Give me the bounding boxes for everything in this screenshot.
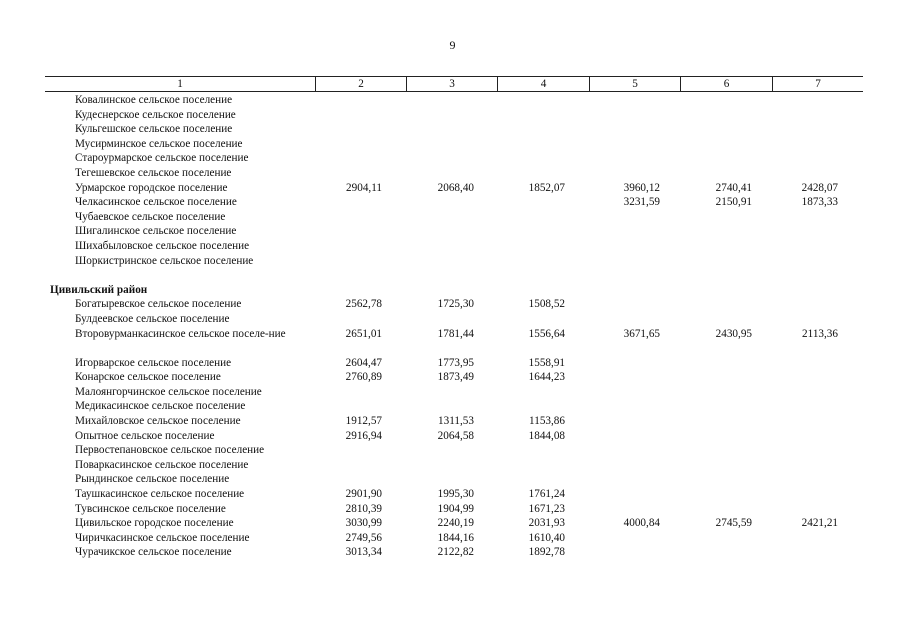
settlement-name: Медикасинское сельское поселение bbox=[75, 400, 246, 413]
table-header bbox=[45, 76, 863, 92]
settlement-name: Таушкасинское сельское поселение bbox=[75, 488, 245, 501]
value-col-5: 3960,12 bbox=[623, 181, 660, 194]
table-row bbox=[0, 93, 905, 108]
value-col-2: 3013,34 bbox=[345, 546, 382, 559]
value-col-2: 1912,57 bbox=[345, 415, 382, 428]
value-col-2: 2916,94 bbox=[345, 429, 382, 442]
settlement-name: Конарское сельское поселение bbox=[75, 371, 221, 384]
table-row bbox=[0, 122, 905, 137]
value-col-7: 1873,33 bbox=[801, 196, 838, 209]
settlement-name: Булдеевское сельское поселение bbox=[75, 312, 230, 325]
value-col-2: 2901,90 bbox=[345, 488, 382, 501]
settlement-name: Поваркасинское сельское поселение bbox=[75, 458, 249, 471]
settlement-name: Кудеснерское сельское поселение bbox=[75, 108, 236, 121]
district-heading-row bbox=[0, 283, 905, 298]
column-header-5: 5 bbox=[589, 77, 680, 91]
value-col-3: 1873,49 bbox=[437, 371, 474, 384]
settlement-name: Ковалинское сельское поселение bbox=[75, 94, 233, 106]
value-col-3: 2122,82 bbox=[437, 546, 474, 559]
table-row bbox=[0, 472, 905, 487]
column-header-2: 2 bbox=[315, 77, 406, 91]
value-col-4: 1671,23 bbox=[528, 502, 565, 515]
settlement-name: Тегешевское сельское поселение bbox=[75, 166, 232, 179]
table-row bbox=[0, 356, 905, 371]
value-col-2: 2562,78 bbox=[345, 298, 382, 311]
settlement-name: Староурмарское сельское поселение bbox=[75, 152, 249, 165]
table-row bbox=[0, 312, 905, 327]
table-row bbox=[0, 210, 905, 225]
value-col-4: 1644,23 bbox=[528, 371, 565, 384]
value-col-3: 1311,53 bbox=[438, 415, 474, 428]
value-col-4: 1852,07 bbox=[528, 181, 565, 194]
table-row bbox=[0, 239, 905, 254]
table-row bbox=[0, 487, 905, 502]
value-col-4: 1892,78 bbox=[528, 546, 565, 559]
table-row bbox=[0, 327, 905, 356]
value-col-3: 1844,16 bbox=[437, 531, 474, 544]
table-row bbox=[0, 516, 905, 531]
value-col-2: 2760,89 bbox=[345, 371, 382, 384]
settlement-name: Богатыревское сельское поселение bbox=[75, 298, 242, 311]
value-col-5: 4000,84 bbox=[623, 517, 660, 530]
settlement-name: Тувсинское сельское поселение bbox=[75, 502, 226, 515]
settlement-name: Цивильское городское поселение bbox=[75, 517, 234, 530]
settlement-name: Урмарское городское поселение bbox=[75, 181, 228, 194]
value-col-4: 1761,24 bbox=[528, 488, 565, 501]
value-col-3: 1995,30 bbox=[437, 488, 474, 501]
column-header-1: 1 bbox=[177, 78, 183, 90]
table-row bbox=[0, 399, 905, 414]
district-heading: Цивильский район bbox=[50, 283, 148, 296]
value-col-3: 1904,99 bbox=[437, 502, 474, 515]
value-col-6: 2745,59 bbox=[715, 517, 752, 530]
table-row bbox=[0, 195, 905, 210]
value-col-4: 1558,91 bbox=[528, 356, 565, 369]
table-row bbox=[0, 429, 905, 444]
settlement-name: Кульгешское сельское поселение bbox=[75, 123, 233, 136]
column-header-3: 3 bbox=[406, 77, 497, 91]
settlement-name: Чиричкасинское сельское поселение bbox=[75, 531, 250, 544]
table-row bbox=[0, 370, 905, 385]
settlement-name: Челкасинское сельское поселение bbox=[75, 196, 237, 209]
value-col-3: 2064,58 bbox=[437, 429, 474, 442]
settlement-name: Шигалинское сельское поселение bbox=[75, 225, 237, 238]
table-row bbox=[0, 502, 905, 517]
value-col-2: 2604,47 bbox=[345, 356, 382, 369]
value-col-7: 2113,36 bbox=[802, 327, 838, 340]
column-header-4: 4 bbox=[497, 77, 589, 91]
settlement-name: Игорварское сельское поселение bbox=[75, 356, 232, 369]
table-row bbox=[0, 137, 905, 152]
value-col-2: 2651,01 bbox=[345, 327, 382, 340]
value-col-3: 1725,30 bbox=[437, 298, 474, 311]
column-header-6: 6 bbox=[680, 77, 772, 91]
settlement-name: Чубаевское сельское поселение bbox=[75, 210, 226, 223]
value-col-2: 2810,39 bbox=[345, 502, 382, 515]
value-col-3: 1773,95 bbox=[437, 356, 474, 369]
settlement-name: Второвурманкасинское сельское поселе-ние bbox=[75, 327, 286, 340]
value-col-3: 1781,44 bbox=[437, 327, 474, 340]
value-col-7: 2428,07 bbox=[801, 181, 838, 194]
spacer-row bbox=[0, 268, 905, 283]
column-header-7: 7 bbox=[772, 77, 863, 91]
table-row bbox=[0, 385, 905, 400]
table-row bbox=[0, 297, 905, 312]
settlement-name: Шоркистринское сельское поселение bbox=[75, 254, 254, 267]
value-col-4: 1153,86 bbox=[529, 415, 565, 428]
table-body bbox=[0, 93, 905, 560]
table-row bbox=[0, 151, 905, 166]
value-col-5: 3231,59 bbox=[623, 196, 660, 209]
settlement-name: Рындинское сельское поселение bbox=[75, 473, 230, 486]
table-row bbox=[0, 181, 905, 196]
settlement-name: Чурачикское сельское поселение bbox=[75, 546, 232, 559]
settlement-name: Мусирминское сельское поселение bbox=[75, 137, 243, 150]
table-row bbox=[0, 254, 905, 269]
value-col-3: 2068,40 bbox=[437, 181, 474, 194]
value-col-3: 2240,19 bbox=[437, 517, 474, 530]
table-row bbox=[0, 545, 905, 560]
table-row bbox=[0, 443, 905, 458]
table-row bbox=[0, 108, 905, 123]
settlement-name: Малоянгорчинское сельское поселение bbox=[75, 385, 262, 398]
value-col-4: 1610,40 bbox=[528, 531, 565, 544]
value-col-6: 2150,91 bbox=[715, 196, 752, 209]
value-col-4: 1844,08 bbox=[528, 429, 565, 442]
table-row bbox=[0, 166, 905, 181]
value-col-4: 1556,64 bbox=[528, 327, 565, 340]
page-number: 9 bbox=[449, 38, 456, 52]
value-col-7: 2421,21 bbox=[801, 517, 838, 530]
value-col-2: 2749,56 bbox=[345, 531, 382, 544]
value-col-5: 3671,65 bbox=[623, 327, 660, 340]
table-row bbox=[0, 224, 905, 239]
table-row bbox=[0, 414, 905, 429]
value-col-6: 2430,95 bbox=[715, 327, 752, 340]
value-col-2: 3030,99 bbox=[345, 517, 382, 530]
value-col-4: 1508,52 bbox=[528, 298, 565, 311]
value-col-6: 2740,41 bbox=[715, 181, 752, 194]
value-col-2: 2904,11 bbox=[346, 181, 382, 194]
settlement-name: Михайловское сельское поселение bbox=[75, 415, 241, 428]
settlement-name: Первостепановское сельское поселение bbox=[75, 444, 265, 457]
settlement-name: Опытное сельское поселение bbox=[75, 429, 215, 442]
table-row bbox=[0, 531, 905, 546]
value-col-4: 2031,93 bbox=[528, 517, 565, 530]
table-row bbox=[0, 458, 905, 473]
settlement-name: Шихабыловское сельское поселение bbox=[75, 239, 250, 252]
